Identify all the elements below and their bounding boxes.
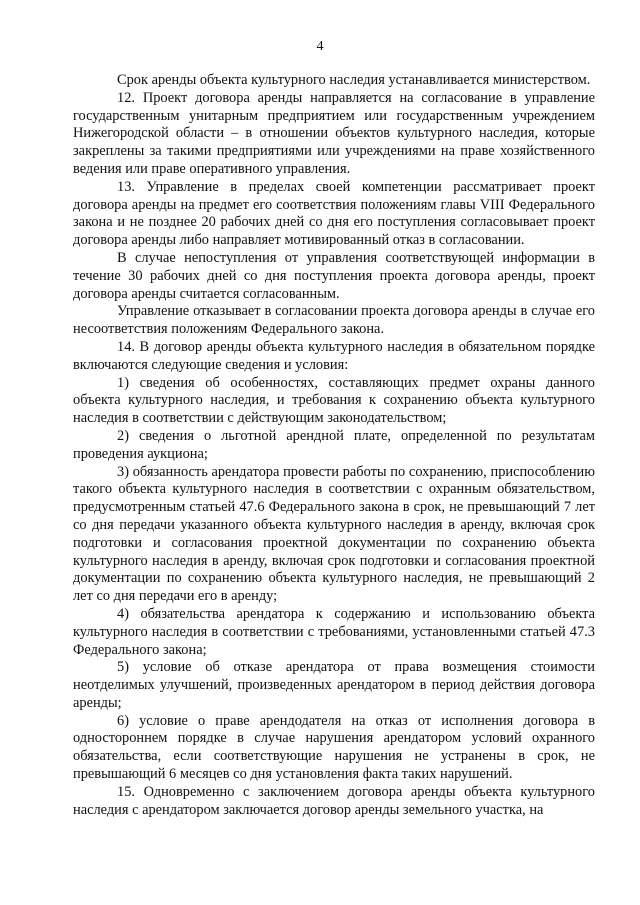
paragraph-14: 14. В договор аренды объекта культурного наследия в обязательном порядке включаются следующие сведения и условия: — [73, 338, 595, 373]
list-item-14-5: 5) условие об отказе арендатора от права возмещения стоимости неотделимых улучшений, произведенных арендатором в период действия договора аренды; — [73, 659, 595, 711]
document-body — [73, 72, 595, 819]
page-number: 4 — [316, 39, 324, 54]
paragraph-15: 15. Одновременно с заключением договора аренды объекта культурного наследия с арендатором заключается договор аренды земельного участка, на — [73, 783, 595, 818]
list-item-14-4: 4) обязательства арендатора к содержанию и использованию объекта культурного наследия в соответствии с требованиями, установленными статьей 47.3 Федерального закона; — [73, 605, 595, 658]
paragraph-13-non-receipt: В случае непоступления от управления соответствующей информации в течение 30 рабочих дней со дня поступления проекта договора аренды, проект договора аренды считается согласованным. — [73, 249, 595, 302]
paragraph-12: 12. Проект договора аренды направляется на согласование в управление государственным унитарным предприятием или государственным учреждением Нижегородской области – в отношении объектов культурного наследия, которые закреплены за такими предприятиями или учреждениями на праве хозяйственного ведения или праве оперативного управления. — [73, 89, 595, 177]
paragraph-lease-term: Срок аренды объекта культурного наследия устанавливается министерством. — [117, 72, 591, 88]
paragraph-13: 13. Управление в пределах своей компетенции рассматривает проект договора аренды на предмет его соответствия положениям главы VIII Федерального закона и не позднее 20 рабочих дней со дня его поступления согласовывает проект договора аренды либо направляет мотивированный отказ в согласовании. — [73, 178, 595, 249]
list-item-14-3: 3) обязанность арендатора провести работы по сохранению, приспособлению такого объекта культурного наследия в соответствии с охранным обязательством, предусмотренным статьей 47.6 Федерального закона в срок, не превышающий 7 лет со дня передачи указанного объекта культурного наследия в аренду, включая срок подготовки и согласования проектной документации по сохранению объекта культурного наследия в аренду, включая срок подготовки и согласования проектной документации по сохранению объекта культурного наследия, не превышающий 2 лет со дня передачи его в аренду; — [73, 463, 595, 605]
list-item-14-6: 6) условие о праве арендодателя на отказ от исполнения договора в одностороннем порядке в случае нарушения арендатором условий охранного обязательства, если соответствующие нарушения не устранены в срок, не превышающий 6 месяцев со дня установления факта таких нарушений. — [73, 712, 595, 783]
list-item-14-2: 2) сведения о льготной арендной плате, определенной по результатам проведения аукциона; — [73, 427, 595, 462]
paragraph-13-refusal: Управление отказывает в согласовании проекта договора аренды в случае его несоответствия положениям Федерального закона. — [73, 303, 595, 338]
list-item-14-1: 1) сведения об особенностях, составляющих предмет охраны данного объекта культурного наследия, и требования к сохранению объекта культурного наследия в соответствии с действующим законодательством; — [73, 374, 595, 427]
